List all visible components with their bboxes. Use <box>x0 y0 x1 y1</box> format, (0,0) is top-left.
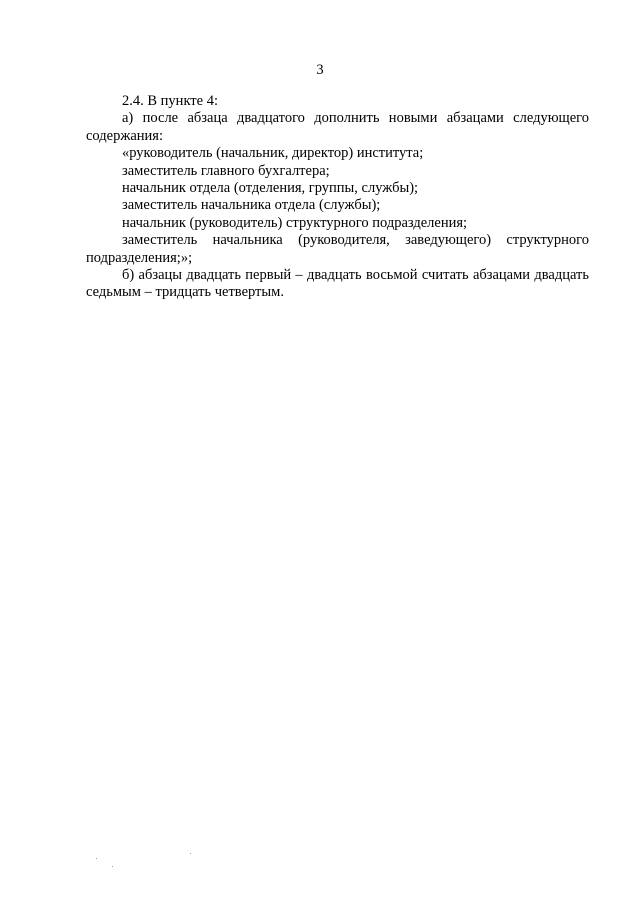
paragraph-position-6: заместитель начальника (руководителя, заведующего) структурного подразделения;»; <box>86 232 589 266</box>
scan-speck <box>112 866 113 867</box>
paragraph-position-4: заместитель начальника отдела (службы); <box>122 197 381 214</box>
paragraph-position-1: «руководитель (начальник, директор) института; <box>122 145 424 162</box>
paragraph-item-a: а) после абзаца двадцатого дополнить новыми абзацами следующего содержания: <box>86 110 589 144</box>
paragraph-position-5: начальник (руководитель) структурного подразделения; <box>122 214 468 231</box>
document-body <box>86 93 589 302</box>
scan-speck <box>190 853 191 854</box>
scan-speck <box>96 858 97 859</box>
paragraph-item-b: б) абзацы двадцать первый – двадцать восьмой считать абзацами двадцать седьмым – тридцать четвертым. <box>86 267 589 301</box>
paragraph-position-3: начальник отдела (отделения, группы, службы); <box>122 180 419 197</box>
section-heading: 2.4. В пункте 4: <box>122 93 218 109</box>
page-number: 3 <box>316 62 324 78</box>
paragraph-position-2: заместитель главного бухгалтера; <box>122 162 330 179</box>
